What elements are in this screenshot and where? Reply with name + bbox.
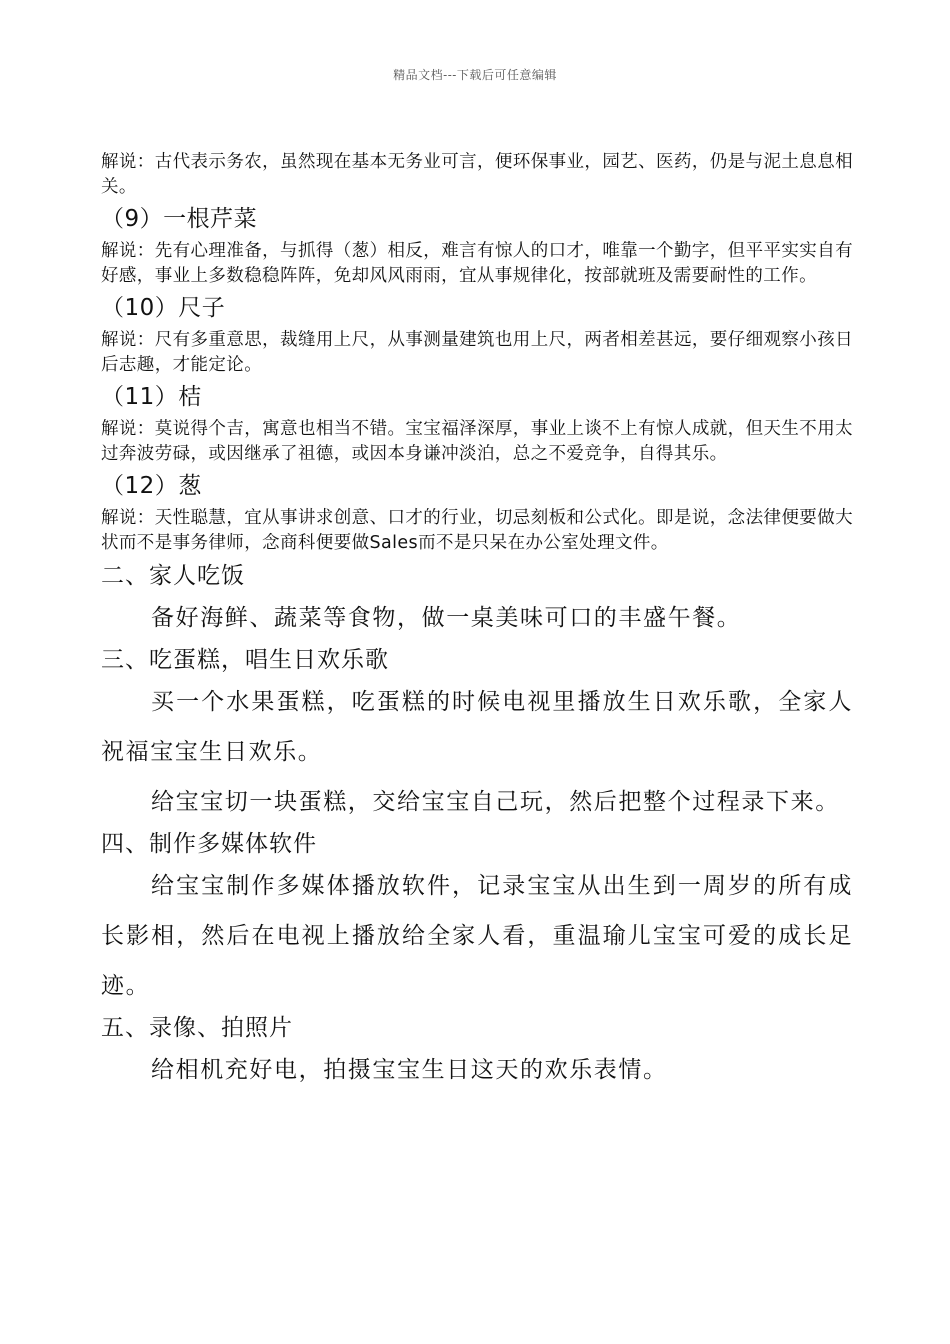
- section-paragraph: 给宝宝制作多媒体播放软件，记录宝宝从出生到一周岁的所有成长影相，然后在电视上播放给全家人看，重温瑜儿宝宝可爱的成长足迹。: [101, 873, 853, 999]
- item-description: 解说：先有心理准备，与抓得（葱）相反，难言有惊人的口才，唯靠一个勤字，但平平实实自有好感，事业上多数稳稳阵阵，免却风风雨雨，宜从事规律化，按部就班及需要耐性的工作。: [101, 241, 853, 286]
- section-paragraph: 买一个水果蛋糕，吃蛋糕的时候电视里播放生日欢乐歌，全家人祝福宝宝生日欢乐。: [101, 689, 853, 765]
- section-heading: 四、制作多媒体软件: [101, 831, 317, 857]
- section-paragraph: 给相机充好电，拍摄宝宝生日这天的欢乐表情。: [151, 1057, 668, 1083]
- item-description: 解说：古代表示务农，虽然现在基本无务业可言，便环保事业，园艺、医药，仍是与泥土息息相关。: [101, 152, 853, 197]
- item-title: （11）桔: [101, 384, 202, 410]
- page-header: 精品文档---下载后可任意编辑: [393, 68, 557, 82]
- section-heading: 三、吃蛋糕，唱生日欢乐歌: [101, 647, 389, 673]
- section-heading: 二、家人吃饭: [101, 563, 245, 589]
- item-description: 解说：尺有多重意思，裁缝用上尺，从事测量建筑也用上尺，两者相差甚远，要仔细观察小孩日后志趣，才能定论。: [101, 330, 853, 375]
- item-title: （10）尺子: [101, 295, 226, 321]
- item-title: （12）葱: [101, 473, 202, 499]
- item-description: 解说：莫说得个吉，寓意也相当不错。宝宝福泽深厚，事业上谈不上有惊人成就，但天生不用太过奔波劳碌，或因继承了祖德，或因本身谦冲淡泊，总之不爱竞争，自得其乐。: [101, 419, 853, 464]
- item-description: 解说：天性聪慧，宜从事讲求创意、口才的行业，切忌刻板和公式化。即是说，念法律便要做大状而不是事务律师，念商科便要做Sales而不是只呆在办公室处理文件。: [101, 508, 853, 553]
- section-paragraph: 给宝宝切一块蛋糕，交给宝宝自己玩，然后把整个过程录下来。: [151, 789, 840, 815]
- section-paragraph: 备好海鲜、蔬菜等食物，做一桌美味可口的丰盛午餐。: [151, 605, 742, 631]
- section-heading: 五、录像、拍照片: [101, 1015, 293, 1041]
- item-title: （9）一根芹菜: [101, 206, 258, 232]
- document-body: [101, 150, 853, 1095]
